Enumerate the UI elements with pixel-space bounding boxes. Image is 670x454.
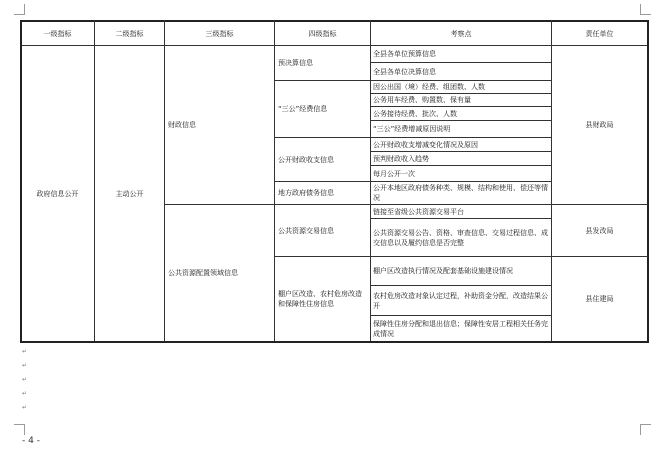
- point-8: 预判财政收入趋势: [373, 154, 429, 163]
- paragraph-mark: ↵: [22, 390, 28, 397]
- unit-finance-bureau: 县财政局: [585, 121, 614, 129]
- point-13: 棚户区改造执行情况及配套基础设施建设情况: [373, 267, 513, 275]
- point-11: 链接至省级公共资源交易平台: [373, 207, 464, 216]
- point-6: “三公”经费增减原因说明: [373, 125, 451, 133]
- point-12: 公共资源交易公告、资格、审查信息、交易过程信息、成交信息以及履约信息是否完整: [373, 228, 548, 247]
- level3-finance: 财政信息: [168, 121, 196, 129]
- level4-debt: 地方政府债务信息: [278, 189, 334, 197]
- header-level1: 一级指标: [43, 29, 72, 38]
- unit-development-bureau: 县发改局: [585, 226, 614, 235]
- point-4: 公务用车经费、购置数、保有量: [373, 96, 471, 104]
- point-2: 全县各单位决算信息: [373, 67, 436, 76]
- crop-mark-top-left: [14, 4, 25, 15]
- paragraph-mark: ↵: [22, 404, 28, 411]
- header-level2: 二级指标: [115, 29, 144, 38]
- point-1: 全县各单位预算信息: [373, 50, 436, 58]
- level4-sangong: “三公”经费信息: [278, 105, 328, 113]
- page-number: - 4 -: [22, 436, 40, 446]
- level1-cell: 政府信息公开: [36, 189, 79, 198]
- table-bottom-border: [20, 341, 648, 343]
- header-level4: 四级指标: [308, 29, 337, 38]
- crop-mark-bottom-left: [14, 424, 25, 435]
- level2-cell: 主动公开: [115, 189, 144, 198]
- point-14: 农村危房改造对象认定过程，补助资金分配，改造结果公开: [373, 291, 548, 310]
- point-10: 公开本地区政府债务种类、规模、结构和使用、偿还等情况: [373, 184, 548, 202]
- paragraph-mark: ↵: [22, 348, 28, 355]
- col-divider-2: [164, 20, 165, 341]
- level4-trade: 公共资源交易信息: [278, 226, 334, 235]
- level4-fiscal: 公开财政收支信息: [278, 155, 334, 164]
- header-level3: 三级指标: [205, 29, 234, 38]
- paragraph-mark: ↵: [22, 362, 28, 369]
- header-points: 考察点: [450, 29, 472, 38]
- crop-mark-top-right: [640, 4, 651, 15]
- unit-housing-bureau: 县住建局: [585, 295, 614, 303]
- level3-public-resources: 公共资源配置领域信息: [168, 269, 238, 277]
- table-right-border: [647, 20, 649, 343]
- point-3: 因公出国（境）经费、组团数、人数: [373, 83, 485, 91]
- point-7: 公开财政收支增减变化情况及原因: [373, 140, 478, 149]
- point-9: 每月公开一次: [373, 169, 415, 178]
- level4-budget: 预决算信息: [278, 59, 313, 67]
- point-15: 保障性住房分配和退出信息；保障性安居工程相关任务完成情况: [373, 319, 548, 338]
- paragraph-mark: ↵: [22, 376, 28, 383]
- crop-mark-bottom-right: [640, 424, 651, 435]
- level4-housing: 棚户区改造、农村危房改造和保障性住房信息: [278, 290, 362, 308]
- point-5: 公务接待经费、批次、人数: [373, 109, 457, 118]
- header-unit: 责任单位: [585, 29, 614, 38]
